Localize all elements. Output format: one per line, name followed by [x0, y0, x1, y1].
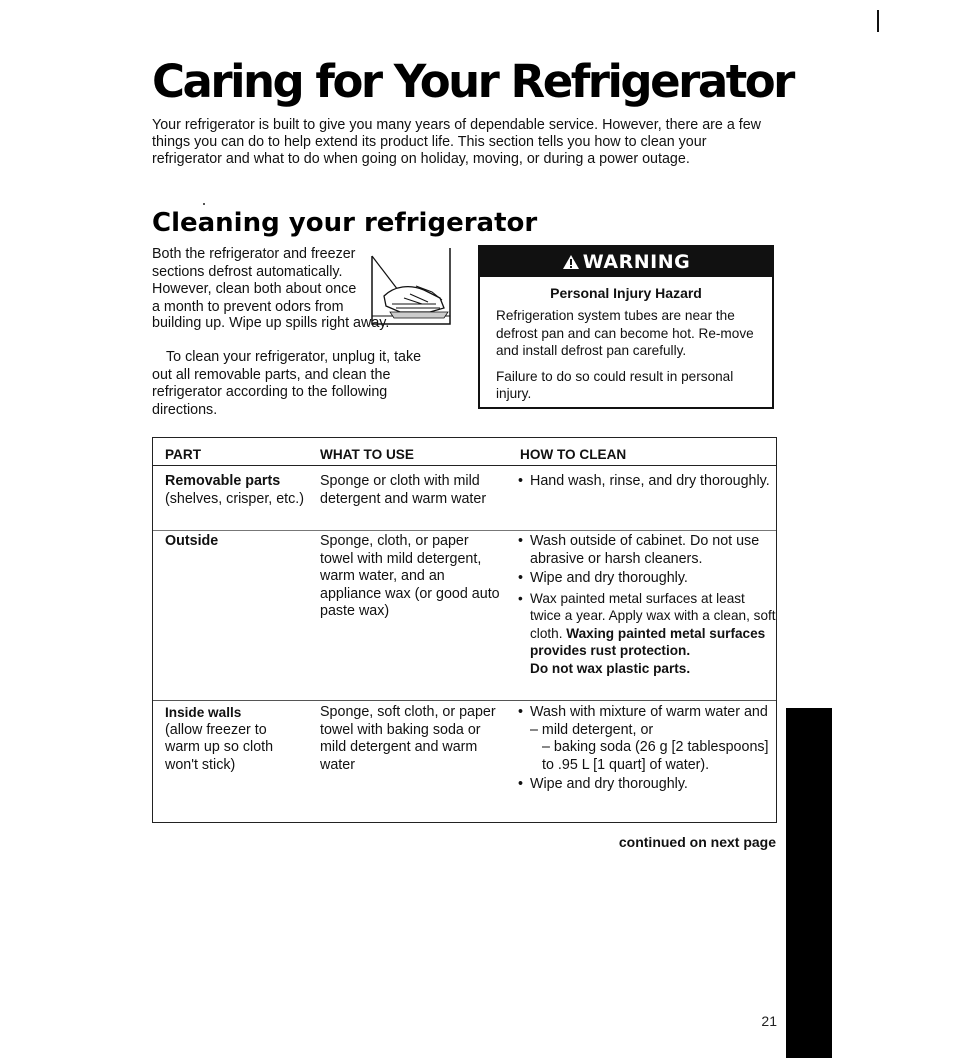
speck [203, 203, 205, 205]
table-row [165, 533, 305, 551]
page-title: Caring for Your Refrigerator [152, 55, 793, 108]
wax-plastic-note: Do not wax plastic parts. [530, 660, 691, 676]
sub-option-baking-soda: – baking soda (26 g [2 tablespoons] to .95 L [1 quart] of water). [542, 739, 769, 773]
how-to-clean-cell [518, 473, 773, 493]
hazard-title: Personal Injury Hazard [550, 285, 702, 301]
header-how-to-clean: HOW TO CLEAN [520, 447, 627, 462]
wiping-illustration [370, 246, 452, 328]
what-to-use-cell: Sponge or cloth with mild detergent and warm water [320, 473, 487, 507]
warning-label: WARNING [582, 251, 691, 273]
list-item [518, 704, 776, 774]
section-tab-marker [786, 708, 832, 1058]
part-note: (shelves, crisper, etc.) [165, 490, 305, 507]
section-heading: Cleaning your refrigerator [152, 208, 538, 238]
what-to-use-cell: Sponge, cloth, or paper towel with mild detergent, warm water, and an appliance wax (or good auto paste wax) [320, 533, 500, 619]
defrost-paragraph: Both the refrigerator and freezer sections defrost automatically. However, clean both about once a month to prevent odors from [152, 246, 357, 315]
table-header [153, 438, 776, 466]
defrost-paragraph-cont: building up. Wipe up spills right away. [152, 315, 390, 331]
warning-text-2: Failure to do so could result in personal injury. [496, 368, 734, 401]
part-note: (allow freezer to warm up so cloth won't stick) [165, 721, 274, 773]
margin-mark [877, 10, 879, 32]
warning-text-1: Refrigeration system tubes are near the defrost pan and can become hot. Re-move and install defrost pan carefully. [496, 308, 754, 358]
table-row [165, 473, 305, 508]
how-to-clean-cell [518, 533, 776, 679]
list-item: • Wash outside of cabinet. Do not use abrasive or harsh cleaners. [518, 533, 776, 568]
list-item [518, 590, 776, 678]
how-to-clean-cell [518, 704, 776, 796]
sub-option-detergent: – mild detergent, or [530, 721, 654, 738]
part-name: Inside walls [165, 705, 242, 720]
intro-paragraph: Your refrigerator is built to give you many years of dependable service. However, there are a few things you can do to help extend its product life. This section tells you how to clean your refrigerator and what to do when going on holiday, moving, or during a power outage. [152, 117, 761, 167]
list-item: • Hand wash, rinse, and dry thoroughly. [518, 473, 773, 491]
part-name: Removable parts [165, 473, 281, 489]
page-number: 21 [761, 1013, 777, 1029]
part-name: Outside [165, 533, 219, 549]
header-part: PART [165, 447, 201, 462]
wash-mixture-text: • Wash with mixture of warm water and [530, 704, 768, 720]
table-row [165, 704, 305, 774]
header-what-to-use: WHAT TO USE [320, 447, 414, 462]
wax-rust-note: Waxing painted metal surfaces provides rust protection. [530, 625, 766, 658]
cleaning-table [152, 437, 777, 823]
row-divider [153, 530, 776, 531]
list-item: • Wipe and dry thoroughly. [518, 570, 776, 588]
list-item: • Wipe and dry thoroughly. [518, 776, 776, 794]
what-to-use-cell: Sponge, soft cloth, or paper towel with baking soda or mild detergent and warm water [320, 704, 496, 773]
warning-triangle-icon [562, 254, 580, 270]
wax-text: Wax painted metal surfaces at least twice a year. Apply wax with a clean, soft cloth. [530, 590, 776, 641]
continued-note: continued on next page [618, 834, 776, 850]
unplug-paragraph: To clean your refrigerator, unplug it, take out all removable parts, and clean the refrigerator according to the following directions. [152, 349, 422, 418]
warning-header [480, 247, 772, 277]
warning-box [478, 245, 774, 409]
row-divider [153, 700, 776, 701]
